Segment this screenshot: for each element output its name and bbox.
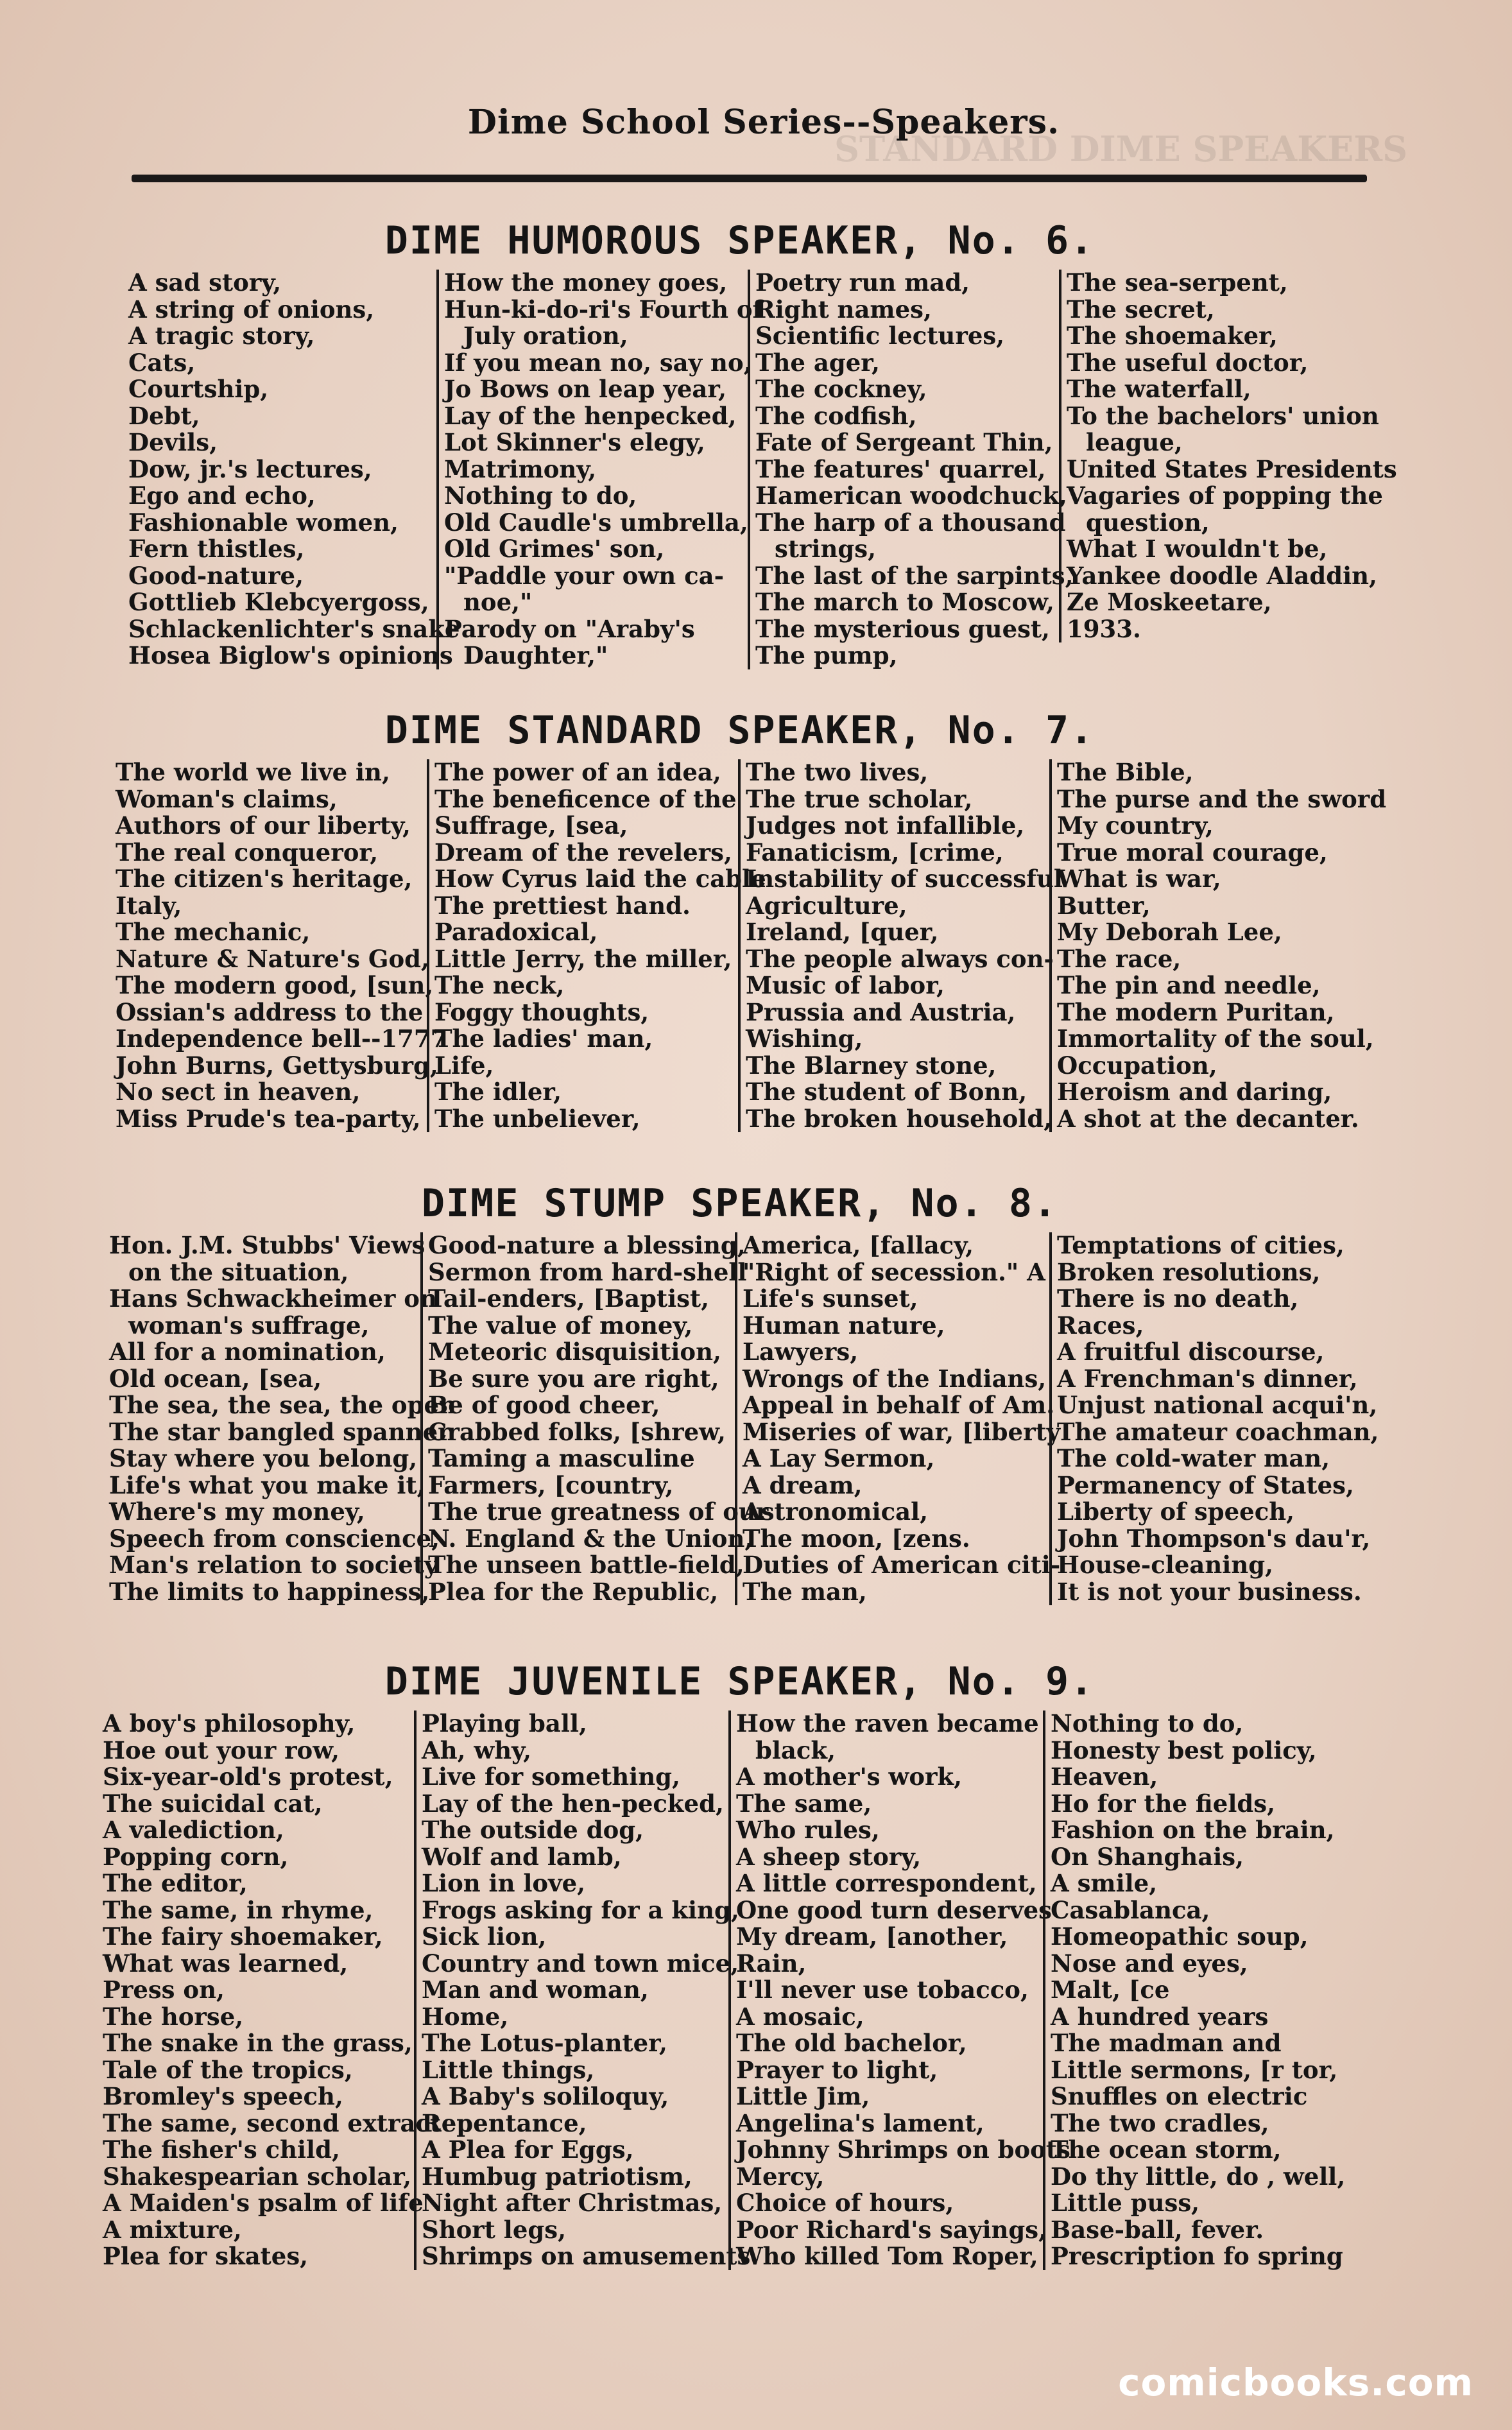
speech-title: The fisher's child, bbox=[103, 2135, 340, 2164]
speech-title: The true scholar, bbox=[746, 784, 973, 813]
speech-title: Old Caudle's umbrella, bbox=[444, 508, 748, 537]
speech-title: Right names, bbox=[755, 295, 932, 323]
section-columns bbox=[103, 1710, 1377, 2288]
speech-title: question, bbox=[1086, 508, 1210, 537]
column-1 bbox=[103, 1709, 442, 2270]
speech-title: Shakespearian scholar, bbox=[103, 2162, 411, 2191]
speech-title: Tale of the tropics, bbox=[103, 2055, 353, 2084]
speech-title: Dream of the revelers, bbox=[434, 838, 732, 866]
speech-title: Farmers, [country, bbox=[428, 1470, 674, 1499]
speech-title: The cold-water man, bbox=[1057, 1444, 1330, 1472]
speech-title: Cats, bbox=[128, 348, 196, 377]
speech-title: Paradoxical, bbox=[434, 918, 598, 946]
speech-title: The cockney, bbox=[755, 375, 927, 403]
speech-title: A dream, bbox=[743, 1470, 863, 1499]
speech-title: A Plea for Eggs, bbox=[422, 2135, 634, 2164]
section-columns bbox=[103, 758, 1387, 1144]
speech-title: Lay of the hen-pecked, bbox=[422, 1789, 724, 1818]
speech-title: Home, bbox=[422, 2002, 509, 2031]
speech-title: Human nature, bbox=[743, 1311, 945, 1340]
page-header: Dime School Series--Speakers. bbox=[467, 103, 1060, 142]
speech-title: To the bachelors' union bbox=[1067, 401, 1379, 430]
speech-title: How Cyrus laid the cable bbox=[434, 865, 766, 893]
column-2 bbox=[436, 268, 763, 669]
speech-title: How the money goes, bbox=[444, 268, 728, 297]
speech-title: The purse and the sword bbox=[1057, 784, 1387, 813]
speech-title: All for a nomination, bbox=[109, 1338, 386, 1366]
speech-title: Nothing to do, bbox=[444, 481, 637, 510]
speech-title: Rain, bbox=[736, 1949, 807, 1978]
speech-title: The real conqueror, bbox=[116, 838, 379, 866]
speech-title: How the raven became bbox=[736, 1709, 1039, 1737]
speech-title: Agriculture, bbox=[746, 891, 907, 920]
speech-title: The ager, bbox=[755, 348, 880, 377]
column-3 bbox=[748, 268, 1074, 669]
speech-title: A tragic story, bbox=[128, 322, 315, 350]
speech-title: Ego and echo, bbox=[128, 481, 316, 510]
speech-title: "Right of secession." A bbox=[743, 1257, 1045, 1286]
speech-title: Old ocean, [sea, bbox=[109, 1364, 322, 1393]
speech-title: Nothing to do, bbox=[1051, 1709, 1244, 1737]
speech-title: Matrimony, bbox=[444, 454, 597, 483]
speech-title: The two lives, bbox=[746, 758, 929, 786]
speech-title: Humbug patriotism, bbox=[422, 2162, 692, 2191]
speech-title: Taming a masculine bbox=[428, 1444, 695, 1472]
speech-title: Lot Skinner's elegy, bbox=[444, 428, 705, 456]
speech-title: Life's sunset, bbox=[743, 1284, 918, 1313]
speech-title: Prayer to light, bbox=[736, 2055, 938, 2084]
speech-title: Duties of American citi- bbox=[743, 1551, 1061, 1579]
speech-title: The broken household, bbox=[746, 1104, 1052, 1133]
speech-title: Little Jim, bbox=[736, 2082, 870, 2110]
speech-title: Temptations of cities, bbox=[1057, 1231, 1344, 1259]
speech-title: Hoe out your row, bbox=[103, 1736, 339, 1764]
speech-title: Base-ball, fever. bbox=[1051, 2215, 1264, 2244]
speech-title: The harp of a thousand bbox=[755, 508, 1066, 537]
speech-title: Poor Richard's sayings, bbox=[736, 2215, 1047, 2244]
speech-title: What was learned, bbox=[103, 1949, 348, 1978]
speech-title: Do thy little, do , well, bbox=[1051, 2162, 1346, 2191]
speech-title: The useful doctor, bbox=[1067, 348, 1309, 377]
speech-title: The mechanic, bbox=[116, 918, 311, 946]
speech-title: Authors of our liberty, bbox=[116, 811, 411, 840]
speech-title: Fate of Sergeant Thin, bbox=[755, 428, 1053, 456]
column-2 bbox=[414, 1709, 751, 2270]
speech-title: Crabbed folks, [shrew, bbox=[428, 1417, 726, 1446]
site-watermark: comicbooks.com bbox=[1118, 2361, 1473, 2404]
speech-title: "Paddle your own ca- bbox=[444, 561, 724, 590]
speech-title: The student of Bonn, bbox=[746, 1078, 1027, 1106]
speech-title: The same, second extract bbox=[103, 2108, 442, 2137]
speech-title: woman's suffrage, bbox=[128, 1311, 370, 1340]
speech-title: Casablanca, bbox=[1051, 1895, 1210, 1924]
speech-title: Nose and eyes, bbox=[1051, 1949, 1248, 1978]
speech-title: Six-year-old's protest, bbox=[103, 1762, 393, 1791]
column-4 bbox=[1059, 268, 1397, 643]
section-columns bbox=[103, 268, 1397, 680]
speech-title: N. England & the Union, bbox=[428, 1524, 753, 1553]
speech-title: Meteoric disquisition, bbox=[428, 1338, 721, 1366]
speech-title: noe," bbox=[463, 588, 533, 616]
speech-title: The amateur coachman, bbox=[1057, 1417, 1379, 1446]
speech-title: Shrimps on amusements bbox=[422, 2242, 751, 2270]
speech-title: Astronomical, bbox=[743, 1497, 929, 1526]
header-rule bbox=[132, 175, 1367, 182]
speech-title: Who killed Tom Roper, bbox=[736, 2242, 1038, 2270]
speech-title: The Bible, bbox=[1057, 758, 1194, 786]
speech-title: Choice of hours, bbox=[736, 2189, 954, 2217]
speech-title: Heaven, bbox=[1051, 1762, 1158, 1791]
column-2 bbox=[420, 1231, 769, 1606]
speech-title: Stay where you belong, bbox=[109, 1444, 418, 1472]
section-title: DIME HUMOROUS SPEAKER, No. 6. bbox=[384, 218, 1095, 263]
speech-title: The fairy shoemaker, bbox=[103, 1922, 383, 1951]
speech-title: The man, bbox=[743, 1577, 867, 1606]
speech-title: Speech from conscience, bbox=[109, 1524, 440, 1553]
speech-title: The modern good, [sun, bbox=[116, 971, 434, 999]
speech-title: Heroism and daring, bbox=[1057, 1078, 1332, 1106]
speech-title: The same, in rhyme, bbox=[103, 1895, 374, 1924]
speech-title: Ah, why, bbox=[422, 1736, 531, 1764]
speech-title: July oration, bbox=[463, 322, 628, 350]
speech-title: Yankee doodle Aladdin, bbox=[1067, 561, 1377, 590]
speech-title: Wrongs of the Indians, bbox=[743, 1364, 1047, 1393]
speech-title: Miseries of war, [liberty bbox=[743, 1417, 1061, 1446]
speech-title: The shoemaker, bbox=[1067, 322, 1278, 350]
speech-title: The mysterious guest, bbox=[755, 614, 1050, 643]
speech-title: The prettiest hand. bbox=[434, 891, 691, 920]
speech-title: A smile, bbox=[1051, 1869, 1158, 1897]
speech-title: Suffrage, [sea, bbox=[434, 811, 628, 840]
speech-title: strings, bbox=[775, 535, 876, 563]
column-4 bbox=[1043, 1710, 1365, 2270]
speech-title: United States Presidents bbox=[1067, 454, 1397, 483]
speech-title: Malt, [ce bbox=[1051, 1976, 1170, 2004]
speech-title: Ho for the fields, bbox=[1051, 1789, 1275, 1818]
speech-title: Miss Prude's tea-party, bbox=[116, 1104, 421, 1133]
speech-title: Occupation, bbox=[1057, 1051, 1217, 1080]
speech-title: The waterfall, bbox=[1067, 375, 1251, 403]
speech-title: John Burns, Gettysburg, bbox=[116, 1051, 438, 1080]
speech-title: Races, bbox=[1057, 1311, 1144, 1340]
speech-title: A mother's work, bbox=[736, 1762, 963, 1791]
speech-title: Lawyers, bbox=[743, 1338, 859, 1366]
speech-title: Lay of the henpecked, bbox=[444, 401, 737, 430]
speech-title: The snake in the grass, bbox=[103, 2029, 413, 2057]
speech-title: Night after Christmas, bbox=[422, 2189, 723, 2217]
speech-title: The sea-serpent, bbox=[1067, 268, 1288, 297]
speech-title: The pin and needle, bbox=[1057, 971, 1321, 999]
speech-title: 1933. bbox=[1067, 614, 1141, 643]
speech-title: Hamerican woodchuck, bbox=[755, 481, 1067, 510]
speech-title: Ossian's address to the bbox=[116, 997, 424, 1026]
speech-title: No sect in heaven, bbox=[116, 1078, 361, 1106]
speech-title: The power of an idea, bbox=[434, 758, 721, 786]
speech-title: I'll never use tobacco, bbox=[736, 1976, 1029, 2004]
bleed-through-text: STANDARD DIME SPEAKERS bbox=[834, 128, 1408, 169]
speech-title: Be of good cheer, bbox=[428, 1391, 660, 1419]
speech-title: A string of onions, bbox=[128, 295, 375, 323]
speech-title: What I wouldn't be, bbox=[1067, 535, 1328, 563]
speech-title: America, [fallacy, bbox=[743, 1231, 974, 1259]
speech-title: Where's my money, bbox=[109, 1497, 365, 1526]
column-3 bbox=[738, 758, 1063, 1133]
speech-title: Johnny Shrimps on boots bbox=[736, 2135, 1070, 2164]
speech-title: A little correspondent, bbox=[736, 1869, 1037, 1897]
speech-title: Hans Schwackheimer on bbox=[109, 1284, 437, 1313]
speech-title: Nature & Nature's God, bbox=[116, 944, 429, 973]
speech-title: A sheep story, bbox=[736, 1842, 922, 1871]
speech-title: The people always con- bbox=[746, 944, 1054, 973]
speech-title: The idler, bbox=[434, 1078, 562, 1106]
speech-title: The unseen battle-field, bbox=[428, 1551, 744, 1579]
speech-title: House-cleaning, bbox=[1057, 1551, 1273, 1579]
speech-title: The neck, bbox=[434, 971, 565, 999]
speech-title: Parody on "Araby's bbox=[444, 614, 695, 643]
speech-title: Scientific lectures, bbox=[755, 322, 1005, 350]
speech-title: Liberty of speech, bbox=[1057, 1497, 1295, 1526]
speech-title: Tail-enders, [Baptist, bbox=[428, 1284, 709, 1313]
speech-title: Debt, bbox=[128, 401, 200, 430]
speech-title: Little Jerry, the miller, bbox=[434, 944, 732, 973]
speech-title: black, bbox=[755, 1736, 836, 1764]
speech-title: The same, bbox=[736, 1789, 872, 1818]
speech-title: Plea for skates, bbox=[103, 2242, 309, 2270]
section-standard-speaker bbox=[103, 702, 1387, 1144]
column-4 bbox=[1049, 758, 1387, 1133]
speech-title: The old bachelor, bbox=[736, 2029, 967, 2057]
speech-title: The citizen's heritage, bbox=[116, 865, 413, 893]
speech-title: The horse, bbox=[103, 2002, 244, 2031]
speech-title: Poetry run mad, bbox=[755, 268, 970, 297]
speech-title: Little puss, bbox=[1051, 2189, 1200, 2217]
speech-title: Country and town mice, bbox=[422, 1949, 739, 1978]
section-columns bbox=[103, 1232, 1377, 1617]
speech-title: Wolf and lamb, bbox=[422, 1842, 622, 1871]
speech-title: A shot at the decanter. bbox=[1057, 1104, 1359, 1133]
speech-title: Vagaries of popping the bbox=[1067, 481, 1383, 510]
speech-title: It is not your business. bbox=[1057, 1577, 1362, 1606]
speech-title: Devils, bbox=[128, 428, 218, 456]
speech-title: Snuffles on electric bbox=[1051, 2082, 1308, 2110]
speech-title: The ladies' man, bbox=[434, 1024, 653, 1053]
column-3 bbox=[735, 1231, 1061, 1606]
speech-title: If you mean no, say no, bbox=[444, 348, 752, 377]
speech-title: Be sure you are right, bbox=[428, 1364, 719, 1393]
speech-title: Short legs, bbox=[422, 2215, 566, 2244]
speech-title: The value of money, bbox=[428, 1311, 693, 1340]
speech-title: The ocean storm, bbox=[1051, 2135, 1282, 2164]
speech-title: The true greatness of our bbox=[428, 1497, 769, 1526]
speech-title: Sick lion, bbox=[422, 1922, 547, 1951]
speech-title: Fashion on the brain, bbox=[1051, 1816, 1335, 1844]
section-humorous-speaker bbox=[103, 212, 1397, 680]
speech-title: Hun-ki-do-ri's Fourth of bbox=[444, 295, 763, 323]
speech-title: Italy, bbox=[116, 891, 182, 920]
speech-title: The world we live in, bbox=[116, 758, 390, 786]
speech-title: Who rules, bbox=[736, 1816, 880, 1844]
speech-title: The features' quarrel, bbox=[755, 454, 1046, 483]
speech-title: Life, bbox=[434, 1051, 494, 1080]
speech-title: A sad story, bbox=[128, 268, 282, 297]
speech-title: The beneficence of the bbox=[434, 784, 737, 813]
speech-title: A mosaic, bbox=[736, 2002, 864, 2031]
speech-title: On Shanghais, bbox=[1051, 1842, 1244, 1871]
speech-title: Hon. J.M. Stubbs' Views bbox=[109, 1231, 425, 1259]
speech-title: Honesty best policy, bbox=[1051, 1736, 1317, 1764]
speech-title: Music of labor, bbox=[746, 971, 945, 999]
speech-title: Little things, bbox=[422, 2055, 595, 2084]
speech-title: Popping corn, bbox=[103, 1842, 289, 1871]
speech-title: My dream, [another, bbox=[736, 1922, 1008, 1951]
speech-title: Schlackenlichter's snake bbox=[128, 614, 460, 643]
speech-title: A valediction, bbox=[103, 1816, 284, 1844]
speech-title: Mercy, bbox=[736, 2162, 825, 2191]
speech-title: Fashionable women, bbox=[128, 508, 399, 537]
speech-title: Life's what you make it, bbox=[109, 1470, 425, 1499]
speech-title: The modern Puritan, bbox=[1057, 997, 1335, 1026]
speech-title: A Maiden's psalm of life bbox=[103, 2189, 424, 2217]
speech-title: The editor, bbox=[103, 1869, 248, 1897]
speech-title: Foggy thoughts, bbox=[434, 997, 649, 1026]
speech-title: Butter, bbox=[1057, 891, 1151, 920]
speech-title: Press on, bbox=[103, 1976, 225, 2004]
speech-title: Woman's claims, bbox=[116, 784, 338, 813]
speech-title: A hundred years bbox=[1051, 2002, 1269, 2031]
speech-title: Homeopathic soup, bbox=[1051, 1922, 1309, 1951]
speech-title: Angelina's lament, bbox=[736, 2108, 984, 2137]
speech-title: Daughter," bbox=[463, 641, 608, 669]
speech-title: Hosea Biglow's opinions bbox=[128, 641, 453, 669]
speech-title: Little sermons, [r tor, bbox=[1051, 2055, 1338, 2084]
section-title: DIME STANDARD SPEAKER, No. 7. bbox=[384, 708, 1095, 753]
speech-title: Appeal in behalf of Am. bbox=[743, 1391, 1055, 1419]
speech-title: The outside dog, bbox=[422, 1816, 644, 1844]
speech-title: Good-nature a blessing, bbox=[428, 1231, 746, 1259]
speech-title: The suicidal cat, bbox=[103, 1789, 323, 1818]
column-1 bbox=[128, 268, 460, 669]
speech-title: Broken resolutions, bbox=[1057, 1257, 1321, 1286]
speech-title: Lion in love, bbox=[422, 1869, 586, 1897]
speech-title: A mixture, bbox=[103, 2215, 242, 2244]
speech-title: Repentance, bbox=[422, 2108, 587, 2137]
speech-title: The two cradles, bbox=[1051, 2108, 1269, 2137]
speech-title: The march to Moscow, bbox=[755, 588, 1054, 616]
speech-title: Old Grimes' son, bbox=[444, 535, 665, 563]
speech-title: Sermon from hard-shell bbox=[428, 1257, 747, 1286]
speech-title: A Lay Sermon, bbox=[743, 1444, 935, 1472]
speech-title: Courtship, bbox=[128, 375, 269, 403]
speech-title: There is no death, bbox=[1057, 1284, 1299, 1313]
speech-title: The sea, the sea, the open bbox=[109, 1391, 456, 1419]
speech-title: Independence bell--1777 bbox=[116, 1024, 447, 1053]
speech-title: Judges not infallible, bbox=[746, 811, 1025, 840]
section-stump-speaker bbox=[103, 1175, 1377, 1617]
speech-title: True moral courage, bbox=[1057, 838, 1328, 866]
speech-title: The limits to happiness, bbox=[109, 1577, 430, 1606]
speech-title: Jo Bows on leap year, bbox=[444, 375, 727, 403]
column-2 bbox=[427, 758, 766, 1133]
speech-title: Gottlieb Klebcyergoss, bbox=[128, 588, 429, 616]
speech-title: One good turn deserves bbox=[736, 1895, 1052, 1924]
speech-title: My Deborah Lee, bbox=[1057, 918, 1282, 946]
speech-title: The madman and bbox=[1051, 2029, 1282, 2057]
speech-title: The unbeliever, bbox=[434, 1104, 640, 1133]
speech-title: on the situation, bbox=[128, 1257, 349, 1286]
speech-title: Wishing, bbox=[746, 1024, 863, 1053]
speech-title: The last of the sarpints, bbox=[755, 561, 1074, 590]
column-3 bbox=[728, 1709, 1070, 2270]
speech-title: Plea for the Republic, bbox=[428, 1577, 719, 1606]
speech-title: league, bbox=[1086, 428, 1183, 456]
section-juvenile-speaker bbox=[103, 1653, 1377, 2288]
speech-title: The moon, [zens. bbox=[743, 1524, 970, 1553]
column-1 bbox=[116, 758, 447, 1133]
speech-title: Ze Moskeetare, bbox=[1067, 588, 1272, 616]
speech-title: Man and woman, bbox=[422, 1976, 649, 2004]
speech-title: Man's relation to society bbox=[109, 1551, 438, 1579]
speech-title: The codfish, bbox=[755, 401, 917, 430]
speech-title: Prescription fo spring bbox=[1051, 2242, 1343, 2270]
speech-title: Unjust national acqui'n, bbox=[1057, 1391, 1378, 1419]
speech-title: Ireland, [quer, bbox=[746, 918, 939, 946]
speech-title: A Baby's soliloquy, bbox=[422, 2082, 669, 2110]
speech-title: Immortality of the soul, bbox=[1057, 1024, 1374, 1053]
speech-title: My country, bbox=[1057, 811, 1214, 840]
speech-title: What is war, bbox=[1057, 865, 1221, 893]
speech-title: Dow, jr.'s lectures, bbox=[128, 454, 372, 483]
speech-title: Fern thistles, bbox=[128, 535, 305, 563]
speech-title: The pump, bbox=[755, 641, 898, 669]
speech-title: Playing ball, bbox=[422, 1709, 587, 1737]
speech-title: Frogs asking for a king, bbox=[422, 1895, 739, 1924]
column-1 bbox=[109, 1231, 456, 1606]
speech-title: The race, bbox=[1057, 944, 1181, 973]
speech-title: Bromley's speech, bbox=[103, 2082, 343, 2110]
speech-title: The Blarney stone, bbox=[746, 1051, 997, 1080]
speech-title: John Thompson's dau'r, bbox=[1057, 1524, 1371, 1553]
speech-title: Instability of successful bbox=[746, 865, 1063, 893]
speech-title: Fanaticism, [crime, bbox=[746, 838, 1004, 866]
column-4 bbox=[1049, 1231, 1379, 1606]
speech-title: The star bangled spanner bbox=[109, 1417, 451, 1446]
speech-title: Live for something, bbox=[422, 1762, 680, 1791]
speech-title: A fruitful discourse, bbox=[1057, 1338, 1325, 1366]
speech-title: A boy's philosophy, bbox=[103, 1709, 356, 1737]
speech-title: Good-nature, bbox=[128, 561, 304, 590]
speech-title: The Lotus-planter, bbox=[422, 2029, 667, 2057]
speech-title: The secret, bbox=[1067, 295, 1215, 323]
section-title: DIME STUMP SPEAKER, No. 8. bbox=[421, 1181, 1058, 1226]
speech-title: Permanency of States, bbox=[1057, 1470, 1354, 1499]
speech-title: A Frenchman's dinner, bbox=[1057, 1364, 1358, 1393]
speech-title: Prussia and Austria, bbox=[746, 997, 1016, 1026]
section-title: DIME JUVENILE SPEAKER, No. 9. bbox=[384, 1659, 1095, 1704]
